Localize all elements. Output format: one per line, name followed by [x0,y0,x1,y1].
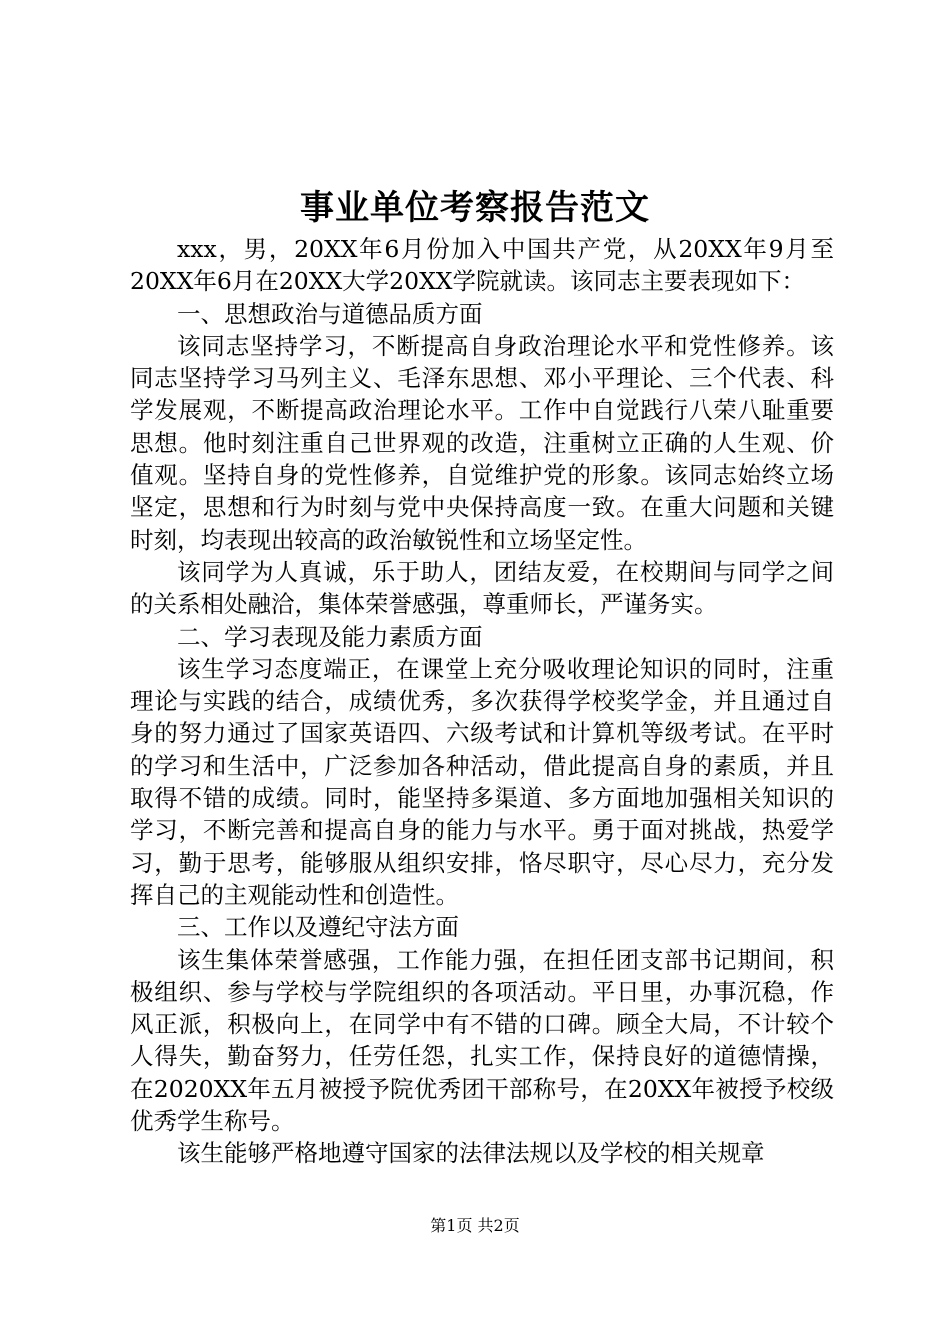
document-title: 事业单位考察报告范文 [300,188,650,228]
section-heading-2: 二、学习表现及能力素质方面 [177,622,483,651]
paragraph-law: 该生能够严格地遵守国家的法律法规以及学校的相关规章 [177,1139,765,1168]
paragraph-study: 该生学习态度端正，在课堂上充分吸收理论知识的同时，注重理论与实践的结合，成绩优秀，多次获得学校奖学金，并且通过自身的努力通过了国家英语四、六级考试和计算机等级考试。在平时的学习和生活中，广泛参加各种活动，借此提高自身的素质，并且取得不错的成绩。同时，能坚持多渠道、多方面地加强相关知识的学习，不断完善和提高自身的能力与水平。勇于面对挑战，热爱学习，勤于思考，能够服从组织安排，恪尽职守，尽心尽力，充分发挥自己的主观能动性和创造性。 [130,654,834,909]
paragraph-work: 该生集体荣誉感强，工作能力强，在担任团支部书记期间，积极组织、参与学校与学院组织的各项活动。平日里，办事沉稳，作风正派，积极向上，在同学中有不错的口碑。顾全大局，不计较个人得失，勤奋努力，任劳任怨，扎实工作，保持良好的道德情操，在2020XX年五月被授予院优秀团干部称号，在20XX年被授予校级优秀学生称号。 [130,945,834,1136]
paragraph-relations: 该同学为人真诚，乐于助人，团结友爱，在校期间与同学之间的关系相处融洽，集体荣誉感强，尊重师长，严谨务实。 [130,557,834,619]
page-footer: 第1页 共2页 [430,1216,520,1235]
paragraph-intro: xxx，男，20XX年6月份加入中国共产党，从20XX年9月至20XX年6月在20XX大学20XX学院就读。该同志主要表现如下： [130,235,834,296]
section-heading-1: 一、思想政治与道德品质方面 [177,299,483,328]
section-heading-3: 三、工作以及遵纪守法方面 [177,913,459,942]
paragraph-political: 该同志坚持学习，不断提高自身政治理论水平和党性修养。该同志坚持学习马列主义、毛泽东思想、邓小平理论、三个代表、科学发展观，不断提高政治理论水平。工作中自觉践行八荣八耻重要思想。他时刻注重自己世界观的改造，注重树立正确的人生观、价值观。坚持自身的党性修养，自觉维护党的形象。该同志始终立场坚定，思想和行为时刻与党中央保持高度一致。在重大问题和关键时刻，均表现出较高的政治敏锐性和立场坚定性。 [130,331,834,554]
document-body [130,233,834,1170]
